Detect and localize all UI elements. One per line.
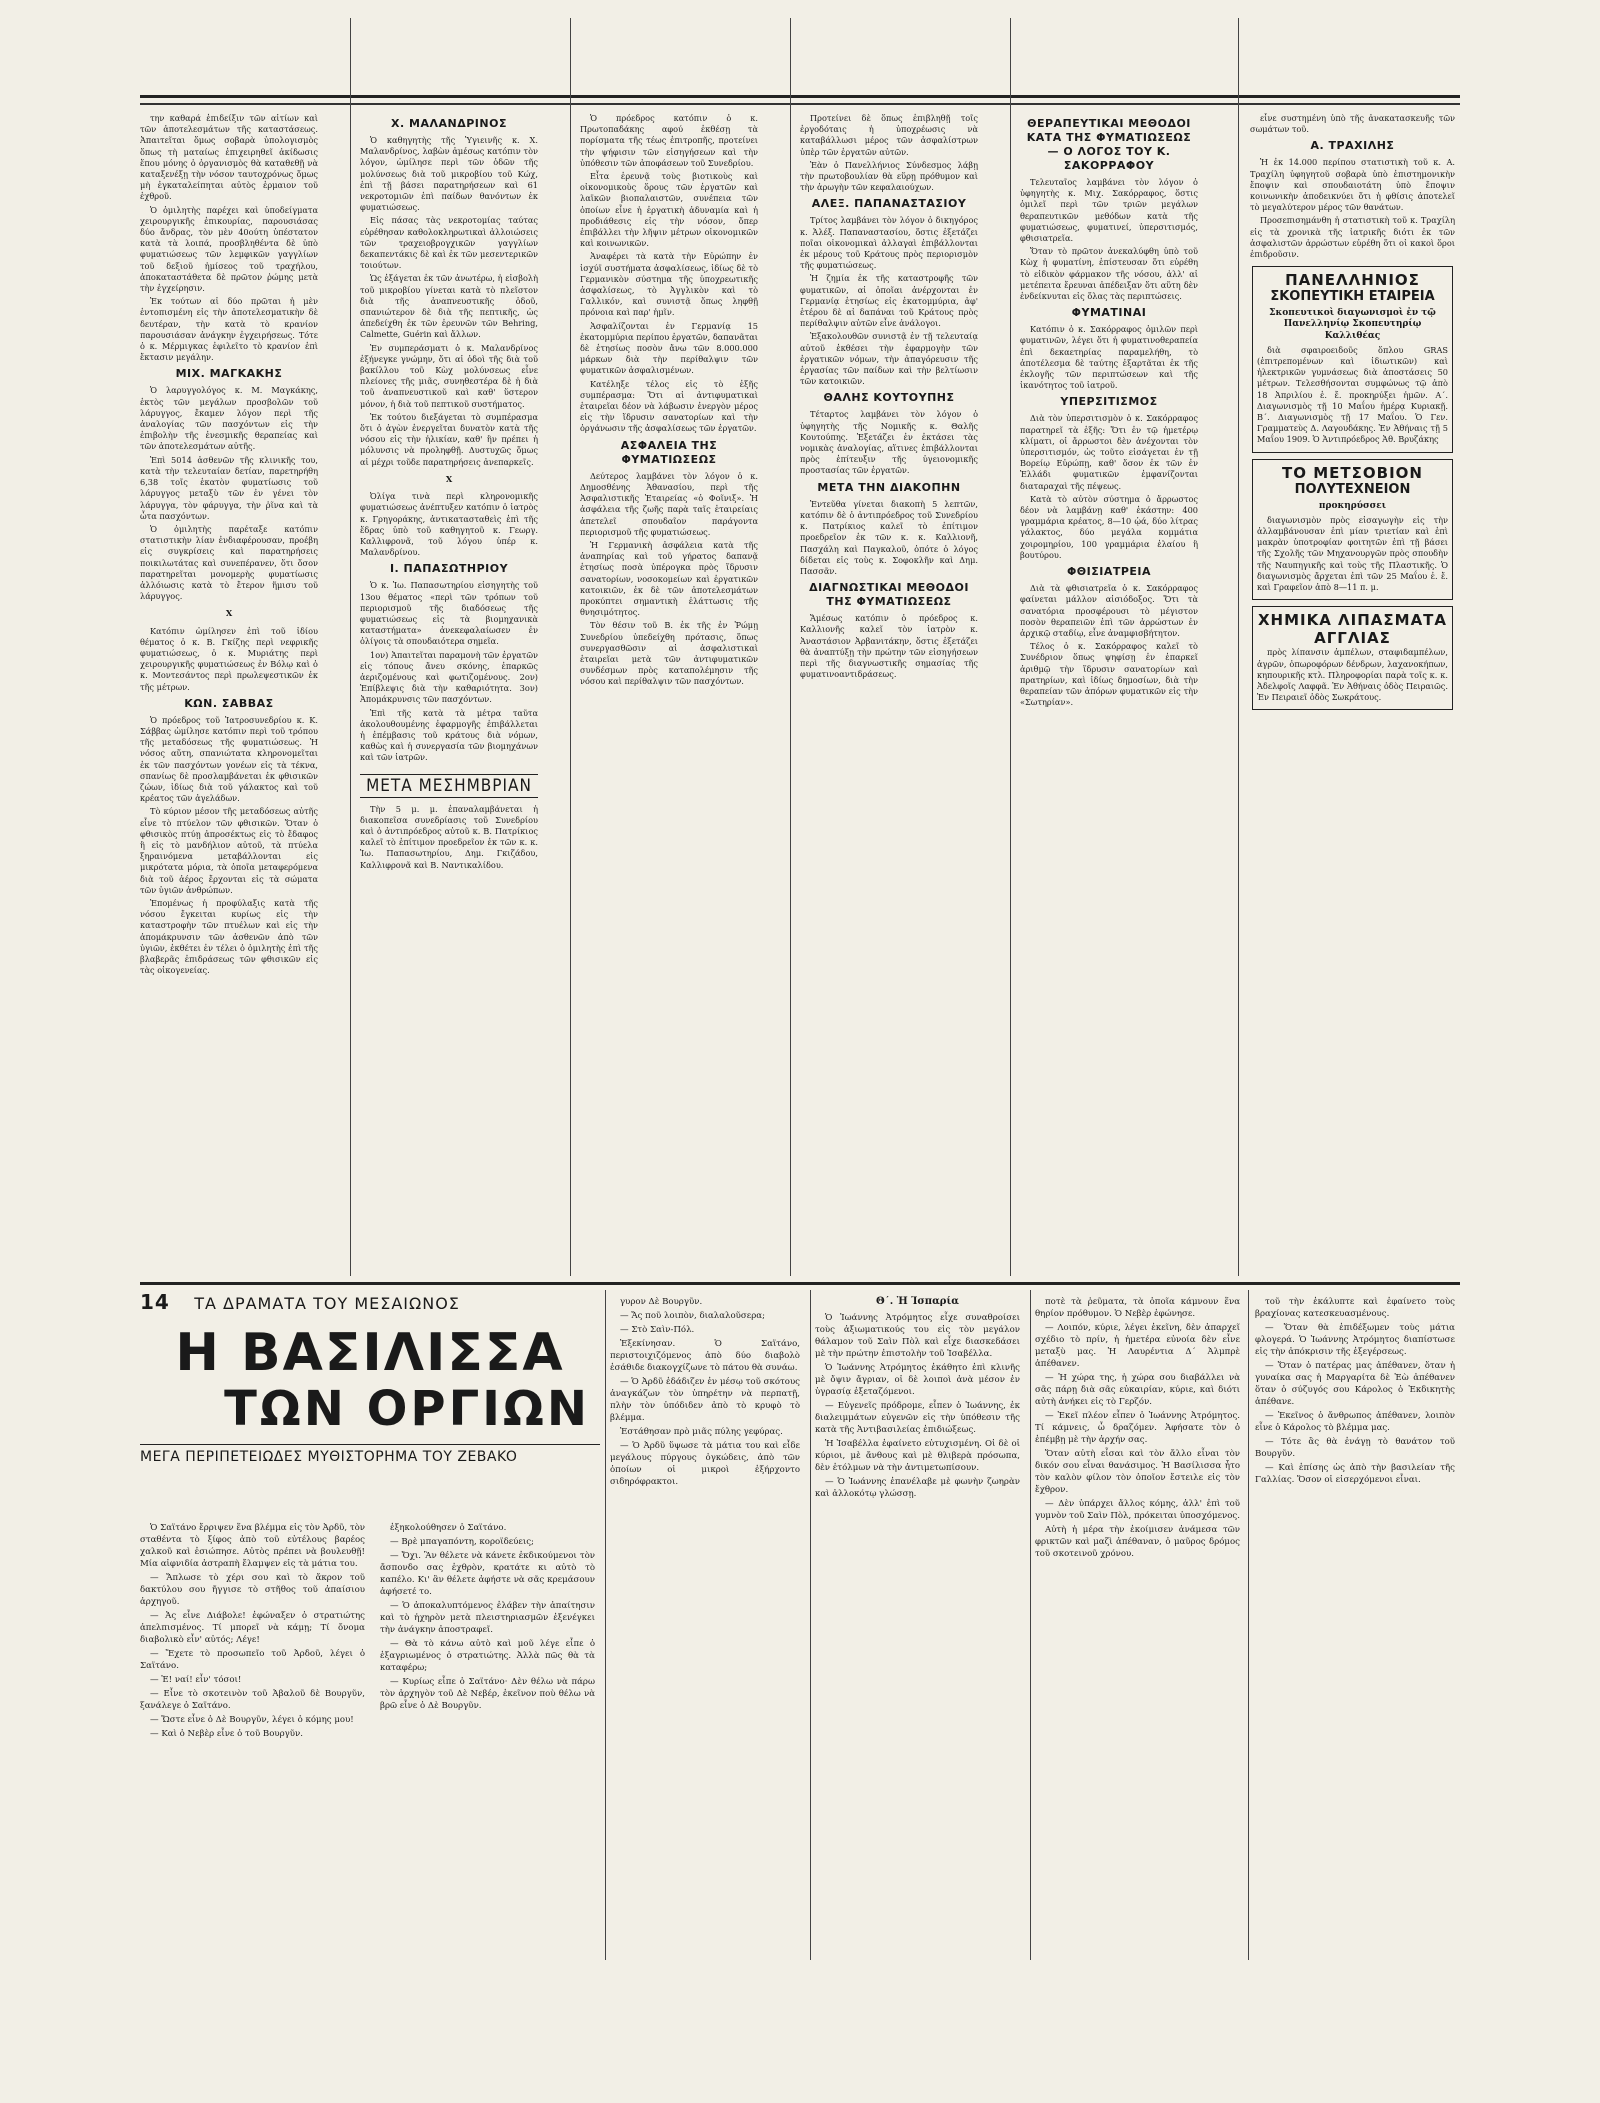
article-paragraph: Ἐντεῦθα γίνεται διακοπὴ 5 λεπτῶν, κατόπιν δὲ ὁ ἀντιπρόεδρος τοῦ Συνεδρίου κ. Πατρίκιος καλεῖ τὸ ἐπίτιμον προεδρεῖον ἐκ τῶν κ. κ. Καλλιονῆ, Πασχάλη καὶ Παγκαλοῦ, ὁπότε ὁ λόγος δίδεται εἰς τοὺς κ. Σοφοκλῆν καὶ Δημ. Πασσᾶν. <box>800 498 978 576</box>
feuilleton-divider <box>1248 1290 1249 1960</box>
article-paragraph: Προσεπισημάνθη ἡ στατιστικὴ τοῦ κ. Τραχίλη εἰς τὰ χρονικὰ τῆς ἰατρικῆς διότι ἐκ τῶν ἀσφαλιστῶν ἀρρώστων εὑρέθη ὅτι οἱ κακοὶ ὅροι ἐπιδροῦσιν. <box>1250 215 1455 260</box>
feuilleton-paragraph: τοῦ τὴν ἐκάλυπτε καὶ ἐφαίνετο τοὺς βραχίονας κατεσκευασμένους. <box>1255 1297 1455 1319</box>
article-paragraph: Ἡ ζημία ἐκ τῆς καταστροφῆς τῶν φυματικῶν, αἱ ὁποῖαι ἀνέρχονται ἐν Γερμανίᾳ ἐτησίως εἰς ἑκατομμύρια, ἀφ' ἑτέρου δὲ αἱ δαπάναι τοῦ Κράτους πρὸς περίθαλψιν αὐτῶν εἶνε ἀνάλογοι. <box>800 273 978 329</box>
article-paragraph: Προτείνει δὲ ὅπως ἐπιβληθῇ τοῖς ἐργοδόταις ἡ ὑποχρέωσις νὰ καταβάλλωσι μέρος τῶν ἀσφαλίστρων ὑπὲρ τῶν ἐργατῶν αὐτῶν. <box>800 113 978 157</box>
feuilleton-section <box>140 1290 1460 1970</box>
feuilleton-paragraph: ἐξηκολούθησεν ὁ Σαϊτάνο. <box>390 1523 507 1533</box>
feuilleton-divider <box>810 1290 811 1960</box>
article-paragraph: Ὁ ὁμιλητὴς παρέχει καὶ ὑποδείγματα χειρουργικῆς ἐπικουρίας, παρουσιάσας δύο ἄνδρας, τὸν μὲν 40ούτη ὑπέστατον κατὰ τὰ λοιπά, προσβληθέντα δὲ ὑπὸ φυματιώσεως τῶν λεμφικῶν γαγγλίων τοῦ δεξιοῦ ἡμίσεος τοῦ τραχήλου, ἀποκαταστάθετα δὲ πρῶτον ῥώμης μετὰ τὴν ἐγχείρησιν. <box>140 204 318 294</box>
article-columns <box>140 113 1460 1371</box>
article-heading: Α. ΤΡΑΧΙΛΗΣ <box>1310 139 1395 153</box>
feuilleton-column-1 <box>140 1522 365 1952</box>
article-paragraph: Ἡ Γερμανικὴ ἀσφάλεια κατὰ τῆς ἀναπηρίας καὶ τοῦ γήρατος δαπανᾷ ἐτησίως ποσὰ ὑπέρογκα πρὸς ἵδρυσιν σανατορίων, νοσοκομείων καὶ ἐργατικῶν κατοικιῶν, ἐκ δὲ τῶν ἀποτελεσμάτων προκύπτει σημαντικὴ ἐλάττωσις τῆς θνησιμότητος. <box>580 539 758 618</box>
feuilleton-column-2 <box>380 1522 595 1952</box>
article-paragraph: Ὁ πρόεδρος τοῦ Ἰατροσυνεδρίου κ. Κ. Σάββας ὡμίλησε κατόπιν περὶ τοῦ τρόπου τῆς μεταδόσεως τῆς φυματιώσεως. Ἡ νόσος αὕτη, σπανιώτατα κληρονομεῖται ἐκ τῶν πασχόντων γονέων εἰς τὰ τέκνα, σπανίως δὲ προσλαμβάνεται ἐκ φθισικῶν ζώων, ἰδίως διὰ τοῦ γάλακτος καὶ τοῦ κρέατος τῶν ἀγελάδων. <box>140 714 318 804</box>
feuilleton-paragraph: — Ἄς ποῦ λοιπὸν, διαλαλοῦσερα; <box>620 1311 765 1321</box>
feuilleton-paragraph: Ὁ Ἰωάννης Ἀτρόμητος εἶχε συναθροίσει τοὺς ἀξιωματικούς του εἰς τὸν μεγάλον θάλαμον τοῦ Σαὶν Πὸλ καὶ εἶχε διασκεδάσει μὲ τὴν πρώτην ἐπιστολὴν τοῦ Ἰσαβέλλα. <box>815 1313 1020 1359</box>
article-paragraph: Ἐπὶ 5014 ἀσθενῶν τῆς κλινικῆς του, κατὰ τὴν τελευταίαν δετίαν, παρετηρήθη 6,38 τοῖς ἑκατὸν φυματίωσις τοῦ λάρυγγος μεταξὺ τῶν ἐν γένει τὸν λάρυγγα, τὸν φάρυγγα, τὴν ῥῖνα καὶ τὰ ὦτα πασχόντων. <box>140 454 318 521</box>
feuilleton-paragraph: — Ὅταν ὁ πατέρας μας ἀπέθανεν, ὅταν ἡ γυναίκα σας ἡ Μαργαρίτα δὲ Ἑὼ ἀπέθανεν ὅταν ὁ σύζυγός σου Κάρολος ὁ Ἐκδικητὴς ἀπέθανε. <box>1255 1361 1455 1407</box>
feuilleton-series-line <box>140 1290 600 1314</box>
feuilleton-paragraph: — Εἶνε τὸ σκοτεινὸν τοῦ Ἀβαλοῦ δὲ Βουργῦν, ξανάλεγε ὁ Σαϊτάνο. <box>140 1689 365 1711</box>
article-paragraph: Ὁ καθηγητὴς τῆς Ὑγιεινῆς κ. Χ. Μαλανδρίνος, λαβὼν ἀμέσως κατόπιν τὸν λόγον, ὡμίλησε περὶ τῶν ὁδῶν τῆς μολύνσεως διὰ τοῦ μικροβίου τοῦ Κώχ, ἐπὶ τῇ βάσει παρατηρήσεων καὶ 61 νεκροτομιῶν ἐπὶ παίδων θανόντων ἐκ φυματιώσεως. <box>360 135 538 213</box>
article-heading: ΜΕΤΑ ΤΗΝ ΔΙΑΚΟΠΗΝ <box>817 480 961 494</box>
feuilleton-paragraph: Ὁ Σαϊτάνο ἔρριψεν ἕνα βλέμμα εἰς τὸν Ἀρδῦ, τὸν σταθέντα τὸ ξίφος ἀπὸ τοῦ εὐτέλους βαρέος χαλκοῦ καὶ ἐσιώπησε. Αὐτὸς πρέπει νὰ βουλευθῇ! Μία αἰφνιδία ἀστραπὴ ἔλαμψεν εἰς τὰ μάτια του. <box>140 1523 365 1569</box>
column-divider <box>1010 18 1011 1276</box>
article-paragraph: Κατέληξε τέλος εἰς τὸ ἑξῆς συμπέρασμα: Ὅτι αἱ ἀντιφυματικαὶ ἑταιρεῖαι δέον νὰ λάβωσιν ἐνεργὸν μέρος εἰς τὴν ἵδρυσιν σανατορίων καὶ τὴν ὀργάνωσιν τῆς ἀσφαλίσεως τῶν ἐργατῶν. <box>580 378 758 434</box>
feuilleton-paragraph: Ἐξεκίνησαν. Ὁ Σαϊτάνο, περιστοιχιζόμενος ἀπὸ δύο διαβολὸ ἐσάθιδε διακογχίζωνε τὸ πάτου θὰ συνάω. <box>610 1339 800 1373</box>
feuilleton-paragraph: — Στὸ Σαὶν-Πόλ. <box>620 1325 695 1335</box>
feuilleton-paragraph: — Δὲν ὑπάρχει ἄλλος κόμης, ἀλλ' ἐπὶ τοῦ γυμνὸν τοῦ Σαὶν Πὸλ, πρόκειται ὑποσχόμενος. <box>1035 1499 1240 1521</box>
feuilleton-paragraph: — Ὁ Ἰωάννης ἐπανέλαβε μὲ φωνὴν ζωηρὰν καὶ ἀλλοκότῳ γλώσσῃ. <box>815 1477 1020 1499</box>
column-divider <box>350 18 351 1276</box>
ad-subheading: προκηρύσσει <box>1318 500 1387 511</box>
article-paragraph: Κατόπιν ὡμίλησεν ἐπὶ τοῦ ἰδίου θέματος ὁ κ. Β. Γκίζης περὶ νεφρικῆς φυματιώσεως, ὁ κ. Μυριάτης περὶ χειρουργικῆς φυματιώσεως ἐν Βόλῳ καὶ ὁ κ. Μοντεσάντος περὶ πρωλεψεστικῶν ἐκ τῆς μέτρων. <box>140 625 318 692</box>
ad-subheading: Σκοπευτικοὶ διαγωνισμοὶ ἐν τῷ Πανελληνίῳ Σκοπευτηρίῳ Καλλιθέας <box>1269 308 1436 341</box>
article-paragraph: Ὡς ἐξάγεται ἐκ τῶν ἀνωτέρω, ἡ εἰσβολὴ τοῦ μικροβίου γίνεται κατὰ τὸ πλεῖστον διὰ τῆς ἀναπνευστικῆς ὁδοῦ, σπανιώτερον δὲ διὰ τῆς πεπτικῆς, ὡς ἀπεδείχθη ἐκ τῶν ἐρευνῶν τῶν Behring, Calmette, Guérin καὶ ἄλλων. <box>360 273 538 340</box>
article-paragraph: Τρίτος λαμβάνει τὸν λόγον ὁ δικηγόρος κ. Ἀλέξ. Παπαναστασίου, ὅστις ἐξετάζει ποῖαι οἰκονομικαὶ ἀλλαγαὶ ἐπιβάλλονται ἐκ μέρους τοῦ Κράτους πρὸς περιορισμὸν τῆς φυματιώσεως. <box>800 215 978 271</box>
ad-title-secondary: ΠΟΛΥΤΕΧΝΕΙΟΝ <box>1294 481 1411 497</box>
feuilleton-paragraph: — Ὥστε εἶνε ὁ Δὲ Βουργῦν, λέγει ὁ κόμης μου! <box>150 1715 354 1725</box>
article-paragraph: Ἡ ἐκ 14.000 περίπου στατιστικὴ τοῦ κ. Α. Τραχίλη ὑφηγητοῦ σοβαρὰ ὑπὸ ἐπιστημονικὴν ἔποψιν καὶ σπουδαιοτάτη ὑπὸ ἔποψιν κοινωνικὴν ἀποδεικνύει ὅτι ἡ φθίσις ἀποτελεῖ τὸ μεγαλύτερον μέρος τῶν θανάτων. <box>1250 157 1455 213</box>
ad-title: ΠΑΝΕΛΛΗΝΙΟΣ <box>1285 271 1420 290</box>
feuilleton-paragraph: — Ἐκεῖνος ὁ ἄνθρωπος ἀπέθανεν, λοιπὸν εἶνε ὁ Κάρολος τὸ βλέμμα μας. <box>1255 1411 1455 1433</box>
ad-title: ΤΟ ΜΕΤΣΟΒΙΟΝ <box>1282 463 1423 482</box>
article-paragraph: Δεύτερος λαμβάνει τὸν λόγον ὁ κ. Δημοσθένης Ἀθανασίου, περὶ τῆς Ἀσφαλιστικῆς Ἑταιρείας «ὁ Φοῖνιξ». Ἡ ἀσφάλεια τῆς ζωῆς παρὰ ταῖς ἑταιρείαις ἀπετελεῖ σπουδαῖον παράγοντα περιορισμοῦ τῆς φυματιώσεως. <box>580 470 758 537</box>
article-paragraph: Εἶτα ἐρευνᾷ τοὺς βιοτικοὺς καὶ οἰκονομικοὺς ὅρους τῶν ἐργατῶν καὶ λαϊκῶν βιοπαλαιστῶν, συνέπεια τῶν ὁποίων εἶνε ἡ ἐργατικὴ ἀδυναμία καὶ ἡ προδιάθεσις εἰς τὴν νόσον, ὅπερ ἐπιβάλλει τὴν λῆψιν μέτρων οἰκονομικῶν καὶ κοινωνικῶν. <box>580 171 758 249</box>
article-paragraph: Ἄμέσως κατόπιν ὁ πρόεδρος κ. Καλλιονῆς καλεῖ τὸν ἰατρὸν κ. Ἀναστάσιον Ἀρβανιτάκην, ὅστις ἐξετάζει θὰ ἀναπτύξῃ τὴν πρώτην τῶν εἰσηγήσεων περὶ τῆς διαγνωστικῆς σημασίας τῆς φυματινοαντιδράσεως. <box>800 613 978 680</box>
feuilleton-paragraph: — Ὁ Ἀρδῦ ὕψωσε τὰ μάτια του καὶ εἶδε μεγάλους πύργους ὀγκώδεις, ἀπὸ τῶν ὁποίων οἱ μικροὶ ἐξήρχοντο σιδηρόφρακτοι. <box>610 1441 800 1487</box>
column-divider <box>570 18 571 1276</box>
feuilleton-paragraph: — Ὁ ἀποκαλυπτόμενος ἐλάβεν τὴν ἀπαίτησιν καὶ τὸ ἡχηρὸν μετὰ πλειστηριασμῶν ἐξενέγκει τὴν ἀνάγκην ἀποστραφεῖ. <box>380 1601 595 1635</box>
feuilleton-paragraph: — Ἐκεῖ πλέον εἶπεν ὁ Ἰωάννης Ἀτρόμητος. Τί κάμνεις, ὦ δραζόμεν. Ἀφήσατε τὸν ὁ ἐπέμβῃ μὲ τὴν ἀρχήν σας. <box>1035 1411 1240 1445</box>
article-paragraph: 1ον) Ἀπαιτεῖται παραμονὴ τῶν ἐργατῶν εἰς τόπους ἄνευ σκόνης, ἐπαρκῶς ἀεριζομένους καὶ φωτιζομένους. 2ον) Ἐπίβλεψις διὰ τὴν καθαριότητα. 3ον) Ἀπομάκρυνσις τῶν πασχόντων. <box>360 649 538 705</box>
section-separator: X <box>445 473 453 484</box>
feuilleton-paragraph: — Ἔχετε τὸ προσωπεῖο τοῦ Ἀρδοῦ, λέγει ὁ Σαϊτάνο. <box>140 1649 365 1671</box>
article-paragraph: Ὁ πρόεδρος κατόπιν ὁ κ. Πρωτοπαδάκης αφού ἐκθέσῃ τὰ πορίσματα τῆς τέως ἐπιτροπῆς, προτείνει τὴν ψήφισιν τῶν εἰσηγήσεων καὶ τὴν ὑπόθεσιν τῶν ἀποφάσεων τοῦ Συνεδρίου. <box>580 113 758 168</box>
advertisement-box <box>1252 266 1453 452</box>
article-paragraph: εἶνε συστημένη ὑπὸ τῆς ἀνακατασκευῆς τῶν σωμάτων τοῦ. <box>1250 113 1455 135</box>
column-divider <box>790 18 791 1276</box>
article-paragraph: Ἐπὶ τῆς κατὰ τὰ μέτρα ταῦτα ἀκολουθουμένης ἐφαρμογῆς ἐπιβάλλεται ἡ ἐπέμβασις τοῦ κράτους διὰ νόμων, καθὼς καὶ ἡ συνεργασία τῶν βιομηχάνων καὶ τῶν ἰατρῶν. <box>360 707 538 763</box>
article-heading: ΔΙΑΓΝΩΣΤΙΚΑΙ ΜΕΘΟΔΟΙ ΤΗΣ ΦΥΜΑΤΙΩΣΕΩΣ <box>809 581 969 609</box>
feuilleton-column-6 <box>1255 1296 1455 1951</box>
article-paragraph: Ὀλίγα τινὰ περὶ κληρονομικῆς φυματιώσεως ἀνέπτυξεν κατόπιν ὁ ἰατρὸς κ. Γρηγοράκης, ἀντικατασταθεὶς ἐπὶ τῆς ἕδρας ὑπὸ τοῦ καθηγητοῦ κ. Γεωργ. Καλλιφρονᾶ, τοῦ λόγου ὑπέρ κ. Μαλανδρίνου. <box>360 491 538 558</box>
feuilleton-subtitle: ΜΕΓΑ ΠΕΡΙΠΕΤΕΙΩΔΕΣ ΜΥΘΙΣΤΟΡΗΜΑ ΤΟΥ ZEBAKO <box>140 1444 600 1465</box>
feuilleton-column-4 <box>815 1296 1020 1951</box>
feuilleton-paragraph: — Εὐγενεῖς πρόδρομε, εἶπεν ὁ Ἰωάννης, ἐκ διαλειμμάτων εὐγενῶν εἰς τὴν ὑπόθεσιν τῆς κατὰ τῆς Ἀντιβασιλείας ἐπιδιώξεως. <box>815 1401 1020 1435</box>
feuilleton-paragraph: — Ἐ! ναί! εἶν' τόσοι! <box>150 1675 242 1685</box>
article-paragraph: Ἐκ τούτου διεξάγεται τὸ συμπέρασμα ὅτι ὁ ἀγὼν ἐνεργεῖται δυνατὸν κατὰ τῆς νόσου εἰς τὴν ἡλικίαν, καθ' ἣν πρέπει ἡ μόλυνσις νὰ προληφθῇ. Δυστυχῶς ὅμως αἱ μέχρι τοῦδε παρατηρήσεις ἀνεπαρκεῖς. <box>360 411 538 467</box>
article-paragraph: την καθαρά ἐπιδείξιν τῶν αἰτίων καὶ τῶν ἀποτελεσμάτων τῆς καταστάσεως. Ἀπαιτεῖται ὅμως σοβαρὰ ὑπολογισμὸς ὅπως τὴ ματαίως ἐπιχειρηθεῖ ἀκίδωσις ἕπου μόνης ὁ ὀργανισμὸς θὰ καταθεθῇ νὰ καταξενέξῃ τὴν νόσον ταυτοχρόνως ὅμως μὴ ἐγκαταλείπηται αὐτὸς ἐρμαιον τοῦ ἐχθροῦ. <box>140 113 318 202</box>
feuilleton-paragraph: — Κυρίως εἶπε ὁ Σαϊτάνο· Δὲν θέλω νὰ πάρω τὸν ἀρχηγὸν τοῦ Δὲ Νεβέρ, ἐκεῖνον ποὺ θέλω νὰ βρῶ εἶνε ὁ Δὲ Βουργῦν. <box>380 1677 595 1711</box>
feuilleton-paragraph: Ὅταν αὐτὴ εἶσαι καὶ τὸν ἄλλο εἶναι τὸν δικόν σου εἶναι θανάσιμος. Ἡ Βασίλισσα ἦτο τὸν καλὸν φίλον τὸν ὁποῖον ἔστειλε εἰς τὸν ἔχθρον. <box>1035 1449 1240 1495</box>
feuilleton-divider <box>1030 1290 1031 1960</box>
article-paragraph: Ἀσφαλίζονται ἐν Γερμανίᾳ 15 ἑκατομμύρια περίπου ἐργατῶν, δαπανᾶται δὲ ἐτησίως ποσὸν ἄνω τῶν 8.000.000 μάρκων διὰ τὴν περίθαλψιν τῶν φυματικῶν ἀσφαλισμένων. <box>580 320 758 376</box>
feuilleton-title-line1: Η ΒΑΣΙΛΙΣΣΑ <box>175 1323 565 1383</box>
article-heading: ΚΩΝ. ΣΑΒΒΑΣ <box>184 696 274 710</box>
feuilleton-paragraph: — Λοιπόν, κύριε, λέγει ἐκεῖνη, δὲν ἀπαρχεῖ σχέδιο τὸ πρίν, ἡ ἡμετέρα εὐνοία δὲν εἶνε μεταξὺ μας. Ἡ Λαυρέντια Δ΄ Ἀλμπρὲ ἀπέθανεν. <box>1035 1323 1240 1369</box>
feuilleton-column-3 <box>610 1296 800 1951</box>
article-paragraph: Ὁ λαρυγγολόγος κ. Μ. Μαγκάκης, ἐκτὸς τῶν μεγάλων προσβολῶν τοῦ λάρυγγος, ἔκαμεν λόγον περὶ τῆς ἀναλογίας τῶν πασχόντων εἰς τὴν ἐπιβολὴν τῆς ἐνεσμικῆς θεραπείας καὶ τῶν ἀποτελεσμάτων αὐτῆς. <box>140 385 318 452</box>
article-paragraph: Ἐὰν ὁ Πανελλήνιος Σύνδεσμος λάβῃ τὴν πρωτοβουλίαν θὰ εὕρῃ πρόθυμον καὶ τὴν ἀρωγὴν τῶν κεφαλαιούχων. <box>800 159 978 193</box>
article-paragraph: Ἐπομένως ἡ προφύλαξις κατὰ τῆς νόσου ἔγκειται κυρίως εἰς τὴν καταστροφὴν τῶν πτυέλων καὶ εἰς τὴν ἀπομάκρυνσιν τῶν ἀσθενῶν ἀπὸ τῶν ὑγιῶν, ἐκθέτει ἐν τέλει ὁ ὁμιλητὴς ἐπὶ τῆς βλαβερᾶς ἐπιδράσεως τῶν φθισικῶν εἰς τὰς οἰκογενείας. <box>140 898 318 976</box>
feuilleton-paragraph: — Καὶ ὁ Νεβὲρ εἶνε ὁ τοῦ Βουργῦν. <box>150 1729 303 1739</box>
article-heading: ΑΛΕΞ. ΠΑΠΑΝΑΣΤΑΣΙΟΥ <box>811 197 967 211</box>
feuilleton-paragraph: ποτὲ τὰ ῥεῦματα, τὰ ὁποῖα κάμνουν ἕνα θηρίον πρόθυμον. Ὁ Νεβὲρ ἐφώνησε. <box>1035 1297 1240 1319</box>
column-1 <box>140 113 318 1371</box>
article-heading: ΜΙΧ. ΜΑΓΚΑΚΗΣ <box>175 367 283 381</box>
article-paragraph: Κατὰ τὸ αὐτὸν σύστημα ὁ ἄρρωστος δέον νὰ λαμβάνῃ καθ' ἑκάστην: 400 γραμμάρια κρέατος, 8—10 ᾠά, δύο λίτρας γάλακτος, δύο μεγάλα κομμάτια χοιρομηρίου, 100 γραμμάρια ἐλαίου ἢ βουτύρου. <box>1020 493 1198 560</box>
feuilleton-paragraph: — Ἄπλωσε τὸ χέρι σου καὶ τὸ ἄκρον τοῦ δακτύλου σου ἤγγισε τὸ στῆθος τοῦ ἀπαίσιου ἀρχηγοῦ. <box>140 1573 365 1607</box>
feuilleton-number: 14 <box>140 1290 170 1314</box>
chapter-heading: Θ΄. Ἡ Ἰσπαρία <box>876 1296 959 1307</box>
advertisement-box <box>1252 606 1453 710</box>
feuilleton-series: ΤΑ ΔΡΑΜΑΤΑ ΤΟΥ ΜΕΣΑΙΩΝΟΣ <box>194 1294 460 1313</box>
advertisement-box <box>1252 459 1453 601</box>
column-2 <box>360 113 538 1371</box>
ad-title: ΧΗΜΙΚΑ ΛΙΠΑΣΜΑΤΑ ΑΓΓΛΙΑΣ <box>1257 611 1448 648</box>
article-heading: ΥΠΕΡΣΙΤΙΣΜΟΣ <box>1060 395 1158 409</box>
feuilleton-paragraph: Αὐτὴ ἡ μέρα τὴν ἐκοίμισεν ἀνάμεσα τῶν φρικτῶν καὶ μαζὶ ἀπέθαναν, ὁ μαῦρος δρόμος τοῦ σκοτεινοῦ χρόνου. <box>1035 1525 1240 1559</box>
article-paragraph: Τὸν θέσιν τοῦ Β. ἐκ τῆς ἐν Ῥώμῃ Συνεδρίου ὑπεδείχθη πρότασις, ὅπως συνεργασθῶσιν αἱ ἀσφαλιστικαὶ ἑταιρεῖαι μετὰ τῶν ἀντιφυματικῶν συνδέσμων πρὸς καταπολέμησιν τῆς νόσου καὶ περίθαλψιν τῶν πασχόντων. <box>580 620 758 687</box>
feuilleton-rule <box>140 1282 1460 1285</box>
column-divider <box>1238 18 1239 1276</box>
feuilleton-paragraph: — Ὅταν θὰ ἐπιδέξωμεν τοὺς μάτια φλογερά. Ὁ Ἰωάννης Ἀτρόμητος διαπίστωσε εἰς τὴν ἀπόκρισιν τῆς ἐξεγέρσεως. <box>1255 1323 1455 1357</box>
article-paragraph: Κατόπιν ὁ κ. Σακόρραφος ὁμιλῶν περὶ φυματινῶν, λέγει ὅτι ἡ φυματινοθεραπεία ἐπὶ δεκαετηρίας παραμελήθη, τὸ ἀποτέλεσμα δὲ ταύτης ἐξαρτᾶται ἐκ τῆς ἐκλογῆς τῶν περιπτώσεων καὶ τῆς ἱκανότητος τοῦ ἰατροῦ. <box>1020 324 1198 391</box>
ad-body: πρὸς λίπανσιν ἀμπέλων, σταφιδαμπέλων, ἀγρῶν, ὀπωροφόρων δένδρων, λαχανοκήπων, κηπουρικῆς κτλ. Πληροφορίαι παρὰ τοῖς κ. κ. Ἀδελφοῖς Λαφφᾶ. Ἐν Ἀθήναις ὁδὸς Πειραιῶς. Ἐν Πειραιεῖ ὁδὸς Σωκράτους. <box>1257 647 1448 703</box>
ad-title-secondary: ΣΚΟΠΕΥΤΙΚΗ ΕΤΑΙΡΕΙΑ <box>1270 289 1435 305</box>
article-heading: ΘΑΛΗΣ ΚΟΥΤΟΥΠΗΣ <box>823 391 955 405</box>
feuilleton-paragraph: Ἐστάθησαν πρὸ μιᾶς πύλης γεφύρας. <box>620 1427 783 1437</box>
article-paragraph: Διὰ τὸν ὑπερσιτισμὸν ὁ κ. Σακόρραφος παρατηρεῖ τὰ ἑξῆς: Ὅτι ἐν τῷ ἡμετέρῳ κλίματι, οἱ ἄρρωστοι δὲν ἀνέχονται τὸν ὑπερσιτισμόν, ὡς τοῦτο εἰσάγεται ἐν τῇ Βορείῳ Εὐρώπῃ, καθ' ὅσον ἐκ τῶν ἐν Ἑλλάδι φυματικῶν ἐμφανίζονται διαταραχαὶ τῆς πέψεως. <box>1020 413 1198 491</box>
feuilleton-paragraph: — Καὶ ἐπίσης ὡς ἀπὸ τὴν βασιλείαν τῆς Γαλλίας. Ὅσον οἱ εἰσερχόμενοι εἶναι. <box>1255 1463 1455 1485</box>
article-paragraph: Ὁ κ. Ἰω. Παπασωτηρίου εἰσηγητὴς τοῦ 13ου θέματος «περὶ τῶν τρόπων τοῦ περιορισμοῦ τῆς διαδόσεως τῆς φυματιώσεως εἰς τὰ βιομηχανικὰ καταστήματα» ἀνεκεφαλαίωσεν ἐν ὀλίγοις τὰ σπουδαιότερα σημεῖα. <box>360 580 538 647</box>
column-3 <box>580 113 758 1371</box>
article-heading: ΑΣΦΑΛΕΙΑ ΤΗΣ ΦΥΜΑΤΙΩΣΕΩΣ <box>620 438 718 466</box>
feuilleton-paragraph: — Ἡ χώρα της, ἡ χώρα σου διαβάλλει νὰ σᾶς πάρῃ διὰ σᾶς εὐκαιρίαν, κύριε, καὶ διότι αὐτὴ ἀνήκει εἰς τὸ Γερζόν. <box>1035 1373 1240 1407</box>
section-heading: ΜΕΤΑ ΜΕΣΗΜΒΡΙΑΝ <box>360 774 538 798</box>
top-rule <box>140 95 1460 98</box>
column-5 <box>1020 113 1198 1371</box>
ad-body: διαγωνισμὸν πρὸς εἰσαγωγὴν εἰς τὴν ἀλλαμβάνουσαν ἐπὶ μίαν τριετίαν καὶ ἐπὶ μακρὰν ὑποτροφίαν φοιτητῶν ἐπὶ τῇ βάσει τῆς Σχολῆς τῶν Μηχανουργῶν πρὸς σπουδὴν τῆς Ναυπηγικῆς καὶ τοὺς τῆς Πλαστικῆς. Ὁ διαγωνισμὸς ἄρχεται ἐπὶ τῶν 25 Μαΐου ἐ. ἔ. καὶ Γραφεῖον ἀπὸ 8—11 π. μ. <box>1257 514 1448 593</box>
feuilleton-paragraph: — Ἀς εἶνε Διάβολε! ἐφώναξεν ὁ στρατιώτης ἀπελπισμένος. Τί μπορεῖ νὰ κάμῃ; Τί ὄνομα διαβολικὸ εἶν' αὐτός; Λέγε! <box>140 1611 365 1645</box>
feuilleton-paragraph: Ὁ Ἰωάννης Ἀτρόμητος ἐκάθητο ἐπὶ κλινῆς μὲ ὄψιν ἄγριαν, οἱ δὲ λοιποὶ ἀνὰ μέσον ἐν ὑγρασίᾳ ἐξεταζόμενοι. <box>815 1363 1020 1397</box>
article-paragraph: Ἀναφέρει τὰ κατὰ τὴν Εὐρώπην ἐν ἰσχύϊ συστήματα ἀσφαλίσεως, ἰδίως δὲ τὸ Γερμανικὸν σύστημα τῆς ὑποχρεωτικῆς ἀσφαλίσεως, τὸ Ἀγγλικὸν καὶ τὸ Γαλλικόν, καὶ συνιστᾷ ὅπως ληφθῇ πρόνοια καὶ παρ' ἡμῖν. <box>580 251 758 318</box>
article-paragraph: Ἐξακολουθῶν συνιστᾷ ἐν τῇ τελευταίᾳ αὐτοῦ ἐκθέσει τὴν ἐφαρμογὴν τῶν ἐργατικῶν νόμων, τὴν ἀπαγόρευσιν τῆς ἐργασίας τῶν παίδων καὶ τὴν βελτίωσιν τῶν κατοικιῶν. <box>800 331 978 387</box>
feuilleton-paragraph: — Βρὲ μπαγαπόντη, κοροϊδεύεις; <box>390 1537 534 1547</box>
feuilleton-title-line2: ΤΩΝ ΟΡΓΙΩΝ <box>224 1381 590 1437</box>
article-paragraph: Ἐν συμπεράσματι ὁ κ. Μαλανδρίνος ἐξήνεγκε γνώμην, ὅτι αἱ ὁδοὶ τῆς διὰ τοῦ βακίλλου τοῦ Κὼχ μολύνσεως εἶνε πλείονες τῆς μιᾶς, συνηθεστέρα δὲ ἡ διὰ τοῦ ἀναπνευστικοῦ καὶ καθ' ὕστερον μόνον, ἡ διὰ τοῦ πεπτικοῦ συστήματος. <box>360 342 538 409</box>
article-paragraph: Τὴν 5 μ. μ. ἐπαναλαμβάνεται ἡ διακοπεῖσα συνεδρίασις τοῦ Συνεδρίου καὶ ὁ ἀντιπρόεδρος αὐτοῦ κ. Β. Πατρίκιος καλεῖ τὸ ἐπίτιμον προεδρεῖον ἐκ τῶν κ. κ. Ἰω. Παπασωτηρίου, Δημ. Γκιζάδου, Καλλιφρονᾶ καὶ Β. Ναντικαλίδου. <box>360 803 538 870</box>
feuilleton-paragraph: — Τότε ἂς θὰ ἐνάγῃ τὸ θανάτον τοῦ Βουργῦν. <box>1255 1437 1455 1459</box>
article-paragraph: Ὁ ὁμιλητὴς παρέταξε κατόπιν στατιστικὴν λίαν ἐνδιαφέρουσαν, προέβη εἰς συγκρίσεις καὶ παρατηρήσεις ποικιλωτάτας καὶ συνεπέρανεν, ὅτι ὅσον παρατηρεῖται μονομερὴς φυματίωσις ἀλλόιωσις κατὰ τὸ ἔτερον ἥμισυ τοῦ λάρυγγος. <box>140 523 318 602</box>
article-paragraph: Εἰς πάσας τὰς νεκροτομίας ταύτας εὑρέθησαν καθολοκληρωτικαὶ ἀλλοιώσεις τῶν τραχειοβρογχικῶν γαγγλίων δεκαπεντάκις δὲ καὶ ἐκ τῶν μεσεντερικῶν τοιούτων. <box>360 215 538 271</box>
article-paragraph: Τέλος ὁ κ. Σακόρραφος καλεῖ τὸ Συνέδριον ὅπως ψηφίσῃ ἐν ἐπαρκεῖ ἀριθμῷ τὴν ἵδρυσιν σανατορίων καὶ πρατηρίων, καὶ ἰδίως δημοσίων, διὰ τὴν θεραπείαν τῶν ἀπόρων φυματικῶν εἰς τὴν «Σωτηρίαν». <box>1020 641 1198 708</box>
article-heading: ΦΥΜΑΤΙΝΑΙ <box>1071 306 1147 320</box>
feuilleton-paragraph: γυρον Δὲ Βουργῦν. <box>620 1297 703 1307</box>
article-heading: ΘΕΡΑΠΕΥΤΙΚΑΙ ΜΕΘΟΔΟΙ ΚΑΤΑ ΤΗΣ ΦΥΜΑΤΙΩΣΕΩΣ — Ο ΛΟΓΟΣ ΤΟΥ Κ. ΣΑΚΟΡΡΑΦΟΥ <box>1026 117 1192 172</box>
feuilleton-paragraph: Ἡ Ἰσαβέλλα ἐφαίνετο εὐτυχισμένη. Οἱ δὲ οἱ κύριοι, μὲ ἄνθους καὶ μὲ θλιβερὰ πρόσωπα, δὲν ἐτόλμων νὰ τὴν ἀντιμετωπίσουν. <box>815 1439 1020 1473</box>
section-separator: X <box>225 608 233 619</box>
article-paragraph: Ὅταν τὸ πρῶτον ἀνεκαλύφθη ὑπὸ τοῦ Κὼχ ἡ φυματίνη, ἐπίστευσαν ὅτι εὑρέθη τὸ εἰδικὸν φάρμακον τῆς νόσου, ἀλλ' αἱ μετέπειτα ἔρευναι ἀπέδειξαν ὅτι αὕτη δὲν ἐνδείκνυται εἰς ὅλας τὰς περιπτώσεις. <box>1020 246 1198 302</box>
feuilleton-paragraph: — Θὰ τὸ κάνω αὐτὸ καὶ μοῦ λέγε εἶπε ὁ ἐξαγριωμένος ὁ στρατιώτης. Ἀλλὰ πῶς θὰ τὰ καταφέρω; <box>380 1639 595 1673</box>
article-heading: Χ. ΜΑΛΑΝΔΡΙΝΟΣ <box>391 117 507 130</box>
feuilleton-paragraph: — Ὄχι. Ἂν θέλετε νὰ κάνετε ἐκδικούμενοι τὸν ἄσπονδο σας ἐχθρὸν, κρατάτε κι αὐτὸ τὸ καπέλο. Κι' ἂν θέλετε ἀφήστε νὰ σᾶς κρεμάσουν ἀφήσετέ το. <box>380 1551 595 1597</box>
top-rule-secondary <box>140 103 1460 105</box>
feuilleton-paragraph: — Ὁ Ἀρδῦ ἐδάδιζεν ἐν μέσῳ τοῦ σκότους ἀναγκάζων τὸν ὑπηρέτην νὰ περπατῇ, πλὴν τὸν ὑπόδιδεν ἀπὸ τὸ κρυφὸ τὸ βλέμμα. <box>610 1377 800 1423</box>
article-heading: ΦΘΙΣΙΑΤΡΕΙΑ <box>1066 565 1152 579</box>
article-paragraph: Διὰ τὰ φθισιατρεῖα ὁ κ. Σακόρραφος φαίνεται μάλλον αἰσιόδοξος. Ὅτι τὰ σανατόρια προσφέρουσι τὸ μέγιστον ποσὸν θεραπειῶν ἐπὶ τῶν ἀρρώστων ἐν ἀρχικῷ σταδίῳ, εἶνε ἀναμφισβήτητον. <box>1020 583 1198 638</box>
feuilleton-column-5 <box>1035 1296 1240 1951</box>
column-6 <box>1250 113 1455 1371</box>
article-paragraph: Τὸ κύριον μέσον τῆς μεταδόσεως αὐτῆς εἶνε τὸ πτύελον τῶν φθισικῶν. Ὅταν ὁ φθισικὸς πτύῃ ἀπροσέκτως εἰς τὸ ἔδαφος ἢ εἰς τὸ μανδήλιον αὐτοῦ, τὰ πτύελα ξηραινόμενα μεταβάλλονται εἰς μικρότατα μόρια, τὰ ὁποῖα μεταφερόμενα διὰ τοῦ ἀέρος ἔρχονται εἰς τὰ σώματα τῶν ὑγιῶν ἀνθρώπων. <box>140 806 318 895</box>
feuilleton-header <box>140 1290 600 1520</box>
column-4 <box>800 113 978 1371</box>
article-paragraph: Ἐκ τούτων αἱ δύο πρῶται ἡ μὲν ἐντοπισμένη εἰς τὴν ἀποτελεσματικὴν δὲ δευτέραν, τὴν κατὰ τὸ κρανίον παρουσιάσαν ἀνάγκην ἐγχειρήσεως. Τότε ὁ κ. Μέρμιγκας ἐφιλεῖτο τὸ κρανίον ἐπὶ ἔκτασιν μεγάλην. <box>140 296 318 363</box>
article-paragraph: Τέταρτος λαμβάνει τὸν λόγον ὁ ὑφηγητὴς τῆς Νομικῆς κ. Θαλῆς Κουτούπης. Ἐξετάζει ἐν ἐκτάσει τὰς νομικὰς ἀναλογίας, αἵτινες ἐπιβάλλονται πρὸς ἐπίτευξιν τῆς ὑγειονομικῆς προστασίας τῶν ἐργατῶν. <box>800 409 978 476</box>
article-paragraph: Τελευταῖος λαμβάνει τὸν λόγον ὁ ὑφηγητὴς κ. Μιχ. Σακόρραφος, ὅστις ὁμιλεῖ περὶ τῶν τριῶν μεγάλων θεραπευτικῶν μεθόδων κατὰ τῆς φυματιώσεως, φυματινεί, ὑπερσιτισμός, φθισιατρεῖα. <box>1020 177 1198 244</box>
feuilleton-divider <box>605 1290 606 1960</box>
ad-body: διὰ σφαιροειδοῦς ὅπλου GRAS (ἐπιτρεπομένων καὶ ἰδιωτικῶν) καὶ ἠλεκτρικῶν γυμνάσεως διὰ ἀποστάσεις 50 μέτρων. Τελεσθήσονται συμφώνως τῷ ἀπὸ 18 Ἀπριλίου ἐ. ἔ. προκηρύξει ἡμῶν. Α΄. Διαγωνισμὸς τῇ 10 Μαΐου ἡμέρᾳ Κυριακῇ. Β΄. Διαγωνισμὸς τῇ 17 Μαΐου. Ὁ Γεν. Γραμματεὺς Δ. Λαγουδάκης. Ἐν Ἀθήναις τῇ 5 Μαΐου 1909. Ὁ Ἀντιπρόεδρος Ἀθ. Βρυζάκης <box>1257 344 1448 445</box>
article-heading: Ι. ΠΑΠΑΣΩΤΗΡΙΟΥ <box>389 562 509 576</box>
